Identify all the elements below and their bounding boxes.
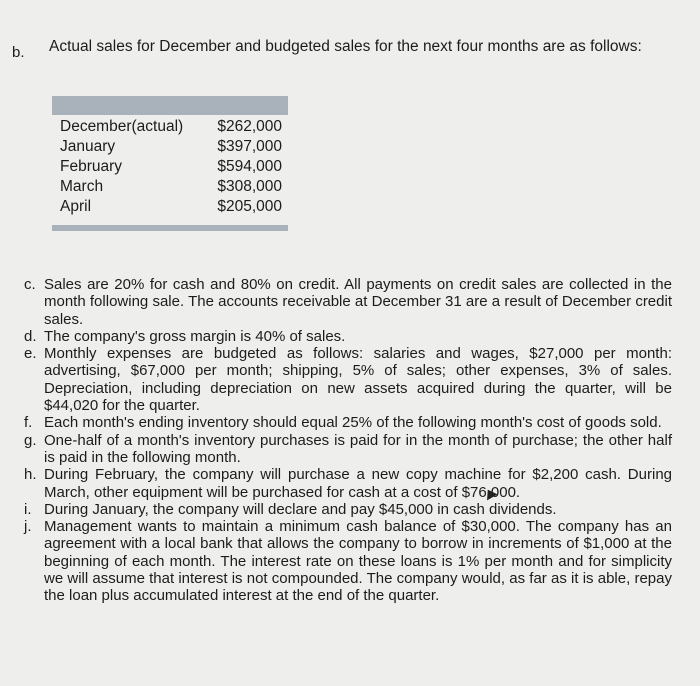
item-label: e. [24, 345, 37, 363]
item-text: One-half of a month's inventory purchases is paid for in the month of purchase; the other half is paid in the following month. [44, 431, 672, 466]
table-footer-bar [52, 225, 288, 231]
item-label: i. [24, 500, 32, 518]
table-header-bar [52, 96, 288, 115]
item-label: d. [24, 327, 37, 345]
item-text: During February, the company will purchase a new copy machine for $2,200 cash. During March, other equipment will be purchased for cash at a cost of $76,000. [44, 466, 672, 501]
item-label: g. [24, 431, 37, 449]
month-cell: December(actual) [60, 118, 184, 135]
table-row [60, 177, 282, 197]
list-item [24, 501, 672, 518]
month-cell: January [60, 138, 116, 155]
item-text: Monthly expenses are budgeted as follows: salaries and wages, $27,000 per month: advertising, $67,000 per month; shipping, 5% of sales; other expenses, 3% of sales. Depreciation, including depreciation on new assets acquired during the quarter, will be $44,020 for the quarter. [44, 345, 672, 415]
sales-table [60, 117, 282, 217]
list-item [24, 518, 672, 604]
part-b-intro: Actual sales for December and budgeted sales for the next four months are as follows: [49, 38, 642, 55]
list-item [24, 345, 672, 414]
item-label: f. [24, 414, 33, 432]
list-item [24, 276, 672, 328]
item-label: c. [24, 276, 36, 293]
month-cell: February [60, 158, 123, 175]
item-label: j. [24, 518, 32, 536]
requirements-list [24, 276, 672, 605]
item-text: During January, the company will declare and pay $45,000 in cash dividends. [44, 500, 557, 518]
table-row [60, 137, 282, 157]
list-item [24, 432, 672, 467]
table-row [60, 197, 282, 217]
sales-cell: $262,000 [217, 118, 282, 135]
item-text: Sales are 20% for cash and 80% on credit. All payments on credit sales are collected in the month following sale. The accounts receivable at December 31 are a result of December credit sales. [44, 276, 672, 328]
item-text: Management wants to maintain a minimum cash balance of $30,000. The company has an agreement with a local bank that allows the company to borrow in increments of $1,000 at the beginning of each month. The interest rate on these loans is 1% per month and for simplicity we will assume that interest is not compounded. The company would, as far as it is able, repay the loan plus accumulated interest at the end of the quarter. [44, 518, 672, 605]
list-item [24, 414, 672, 431]
sales-cell: $594,000 [217, 158, 282, 175]
list-item [24, 328, 672, 345]
item-label: h. [24, 466, 37, 484]
list-item [24, 466, 672, 501]
part-b-label: b. [12, 44, 25, 61]
table-row [60, 157, 282, 177]
item-text: The company's gross margin is 40% of sales. [44, 327, 346, 345]
item-text: Each month's ending inventory should equal 25% of the following month's cost of goods sold. [44, 414, 662, 432]
sales-cell: $308,000 [217, 178, 282, 195]
month-cell: March [60, 178, 104, 195]
sales-cell: $397,000 [217, 138, 282, 155]
month-cell: April [60, 198, 92, 215]
table-row [60, 117, 282, 137]
sales-cell: $205,000 [217, 198, 282, 215]
